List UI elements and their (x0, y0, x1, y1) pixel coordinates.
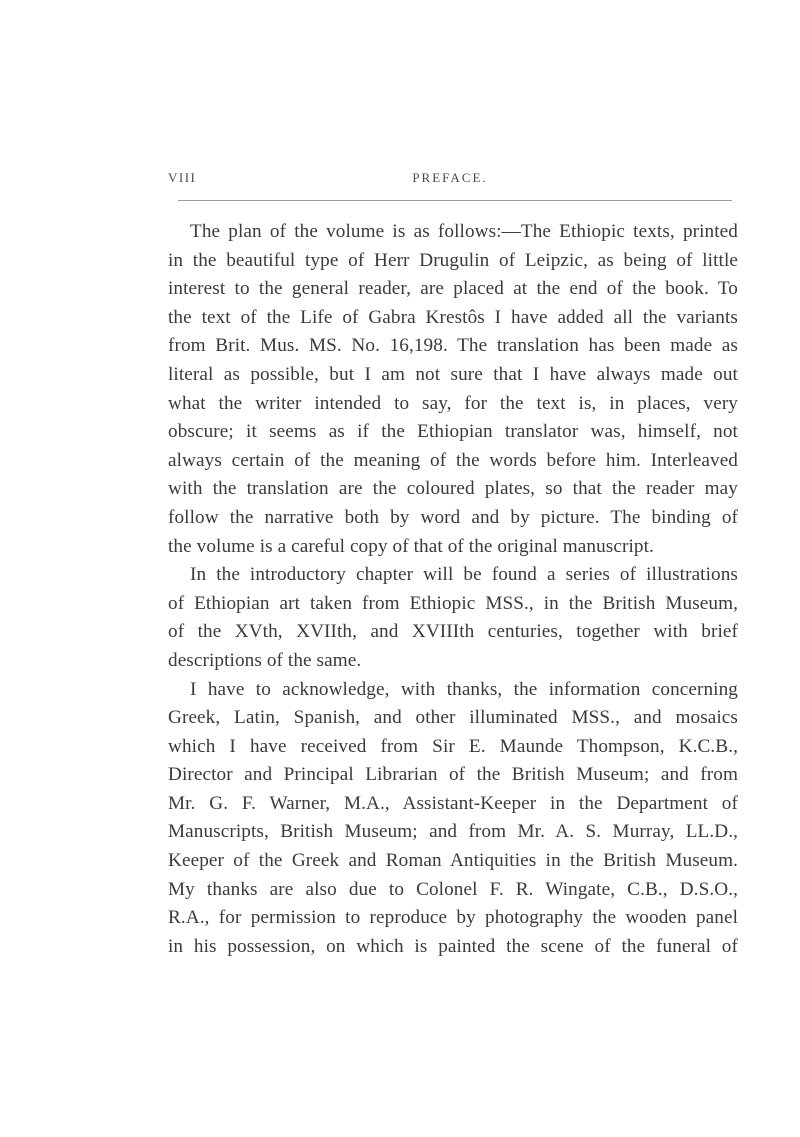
text-line: Mr. G. F. Warner, M.A., Assistant-Keeper in the Department of (168, 792, 738, 814)
running-head-title: PREFACE. (412, 170, 488, 185)
text-line: Greek, Latin, Spanish, and other illuminated MSS., and mosaics (168, 707, 738, 729)
body-text (168, 218, 738, 961)
text-line: from Brit. Mus. MS. No. 16,198. The translation has been made as (168, 335, 738, 357)
text-line: The plan of the volume is as follows:—The Ethiopic texts, printed (190, 221, 738, 242)
text-line: of the XVth, XVIIth, and XVIIIth centuries, together with brief (168, 621, 738, 643)
text-line: R.A., for permission to reproduce by photography the wooden panel (168, 907, 738, 929)
text-line: I have to acknowledge, with thanks, the information concerning (190, 678, 738, 700)
text-line: In the introductory chapter will be found a series of illustrations (190, 564, 738, 586)
text-line: obscure; it seems as if the Ethiopian translator was, himself, not (168, 421, 738, 443)
text-line: the volume is a careful copy of that of the original manuscript. (168, 535, 654, 557)
text-line: Keeper of the Greek and Roman Antiquities in the British Museum. (168, 850, 738, 872)
text-line: in his possession, on which is painted the scene of the funeral of (168, 935, 738, 957)
text-line: the text of the Life of Gabra Krestôs I have added all the variants (168, 306, 738, 328)
text-line: Director and Principal Librarian of the British Museum; and from (168, 764, 738, 786)
page-number: VIII (168, 170, 197, 185)
running-head (168, 170, 732, 190)
text-line: of Ethiopian art taken from Ethiopic MSS., in the British Museum, (168, 592, 738, 614)
text-line: descriptions of the same. (168, 649, 362, 671)
text-line: always certain of the meaning of the words before him. Interleaved (168, 449, 738, 471)
text-line: with the translation are the coloured plates, so that the reader may (168, 478, 738, 500)
text-line: interest to the general reader, are placed at the end of the book. To (168, 278, 738, 300)
text-line: in the beautiful type of Herr Drugulin of Leipzic, as being of little (168, 249, 738, 271)
text-line: follow the narrative both by word and by picture. The binding of (168, 506, 738, 528)
text-line: My thanks are also due to Colonel F. R. Wingate, C.B., D.S.O., (168, 878, 738, 900)
header-rule (178, 200, 732, 201)
text-line: literal as possible, but I am not sure that I have always made out (168, 363, 738, 385)
text-line: which I have received from Sir E. Maunde Thompson, K.C.B., (168, 735, 738, 757)
text-line: Manuscripts, British Museum; and from Mr. A. S. Murray, LL.D., (168, 821, 738, 843)
text-line: what the writer intended to say, for the text is, in places, very (168, 392, 738, 414)
